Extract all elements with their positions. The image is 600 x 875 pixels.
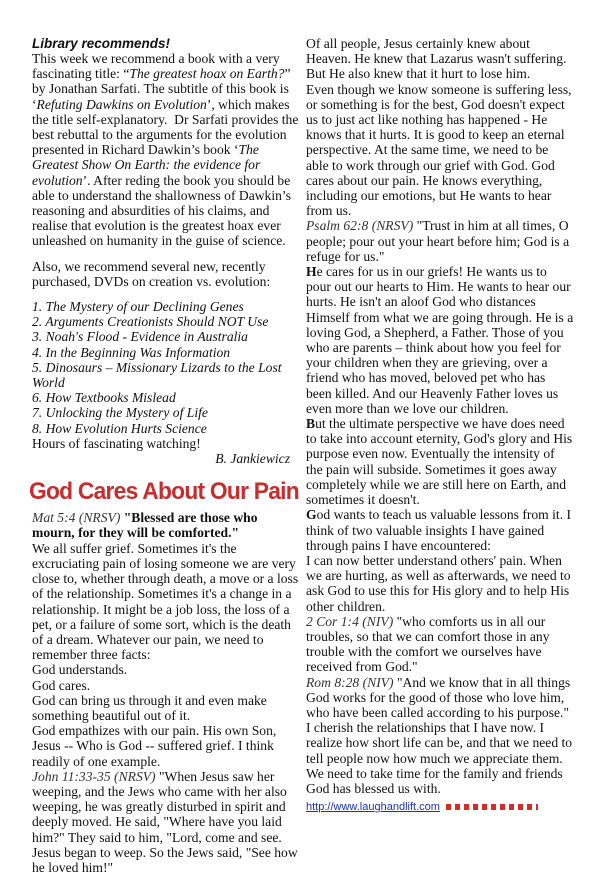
dvd-item: 5. Dinosaurs – Missionary Lizards to the Lost World (32, 359, 282, 391)
dvd-item: 6. How Textbooks Mislead (32, 390, 176, 406)
article-title: God Cares About Our Pain (29, 478, 299, 506)
source-link-row (306, 798, 574, 815)
dvd-item: 1. The Mystery of our Declining Genes (32, 299, 244, 315)
library-paragraph: This week we recommend a book with a very fascinating title: “The greatest hoax on Earth?” by Jonathan Sarfati. The subtitle of this book is ‘Refuting Dawkins on Evolution’, which makes the title self-explanatory. Dr Sarfati provides the best rebuttal to the arguments for the evolution presented in Richard Dawkin’s book ‘The Greatest Show On Earth: the evidence for evolution’. After reding the book you should be able to understand the shallowness of Dawkin’s reasoning and absurdities of his claims, and realise that evolution is the greatest hoax ever unleashed on humanity in the guise of science. (32, 51, 299, 249)
article-paragraph: We all suffer grief. Sometimes it's the excruciating pain of losing someone we are very close to, whether through death, a move or a loss of the relationship. Sometimes it's a change in a relationship. It might be a job loss, the loss of a pet, or a failure of some sort, which is the death of a dream. Whatever our pain, we need to remember three facts: (32, 540, 299, 663)
verse-corinthians (306, 614, 574, 675)
drop-initial: G (306, 507, 317, 523)
verse-text: "Blessed are those who mourn, for they will be comforted." (32, 510, 258, 541)
library-dvd-intro: Also, we recommend several new, recently purchased, DVDs on creation vs. evolution: (32, 258, 271, 289)
dvd-item: 8. How Evolution Hurts Science (32, 420, 207, 436)
library-heading: Library recommends! (32, 36, 171, 51)
article-paragraph: Of all people, Jesus certainly knew about Heaven. He knew that Lazarus wasn't suffering. But He also knew that it hurt to lose him. (306, 36, 567, 82)
library-signature: B. Jankiewicz (215, 451, 290, 467)
dvd-item: 4. In the Beginning Was Information (32, 344, 231, 360)
dvd-item: 2. Arguments Creationists Should NOT Use (32, 314, 269, 330)
verse-reference: Rom 8:28 (NIV) (306, 674, 394, 690)
verse-mat (32, 510, 300, 540)
article-paragraph (306, 416, 574, 507)
verse-text: "When Jesus saw her weeping, and the Jews who came with her also weeping, he was greatly disturbed in spirit and deeply moved. He said, "Where have you laid him?" They said to him, "Lord, come and see. Jesus began to weep. So the Jews said, "See how he loved him!" (32, 768, 298, 875)
verse-psalm (306, 218, 574, 264)
library-closing: Hours of fascinating watching! (32, 435, 201, 451)
verse-text: "And we know that in all things God works for the good of those who love him, who have been called according to his purpose." (306, 674, 571, 720)
article-paragraph (306, 264, 574, 416)
article-paragraph: I can now better understand others' pain. When we are hurting, as well as afterwards, we need to ask God to use this for His glory and to help His other children. (306, 552, 571, 614)
source-link[interactable]: http://www.laughandlift.com (306, 801, 440, 814)
drop-initial: H (306, 264, 317, 280)
verse-reference: John 11:33-35 (NRSV) (32, 768, 156, 784)
article-paragraph (306, 507, 574, 553)
paragraph-text: e cares for us in our griefs! He wants us to pour out our hearts to Him. He wants to hear our hurts. He isn't an aloof God who distances Himself from what we are going through. He is a loving God, a Shepherd, a Father. Those of you who are parents – think about how you feel for your children when they are grieving, over a friend who has moved, beloved pet who has been killed. And our Heavenly Father loves us even more than we love our children. (306, 264, 574, 416)
verse-text: "Trust in him at all times, O people; pour out your heart before him; God is a refuge for us." (306, 218, 570, 264)
dvd-item: 3. Noah's Flood - Evidence in Australia (32, 329, 248, 345)
verse-romans (306, 675, 574, 721)
drop-initial: B (306, 416, 316, 432)
verse-reference: 2 Cor 1:4 (NIV) (306, 613, 394, 629)
right-column (306, 36, 574, 815)
verse-text: "who comforts us in all our troubles, so that we can comfort those in any trouble with the comfort we ourselves have received from God." (306, 613, 550, 675)
verse-reference: Psalm 62:8 (NRSV) (306, 218, 414, 234)
fact-brings-through: God can bring us through it and even make something beautiful out of it. (32, 692, 267, 723)
verse-reference: Mat 5:4 (NRSV) (32, 510, 121, 526)
dvd-item: 7. Unlocking the Mystery of Life (32, 405, 208, 421)
article-paragraph: God empathizes with our pain. His own Son, Jesus -- Who is God -- suffered grief. I think readily of one example. (32, 723, 277, 769)
article-paragraph: I cherish the relationships that I have now. I realize how short life can be, and that we need to tell people now how much we appreciate them. We need to take time for the family and friends God has blessed us with. (306, 720, 573, 796)
dotted-divider (446, 804, 538, 810)
paragraph-text: od wants to teach us valuable lessons from it. I think of two valuable insights I have gained through pains I have encountered: (306, 507, 572, 553)
left-column (29, 36, 300, 875)
verse-john (32, 769, 300, 875)
article-paragraph: Even though we know someone is suffering less, or something is for the best, God doesn't expect us to just act like nothing has happened - He knows that it hurts. It is good to keep an eternal perspective. At the same time, we need to be able to work through our grief with God. God cares about our pain. He knows everything, including our emotions, but He wants to hear from us. (306, 81, 572, 219)
fact-cares: God cares. (32, 677, 91, 693)
fact-understands: God understands. (32, 662, 128, 678)
paragraph-text: ut the ultimate perspective we have does need to take into account eternity, God's glory and His purpose even now. Eventually the intensity of the pain will subside. Sometimes it goes away completely while we are still here on Earth, and sometimes it doesn't. (306, 416, 573, 508)
